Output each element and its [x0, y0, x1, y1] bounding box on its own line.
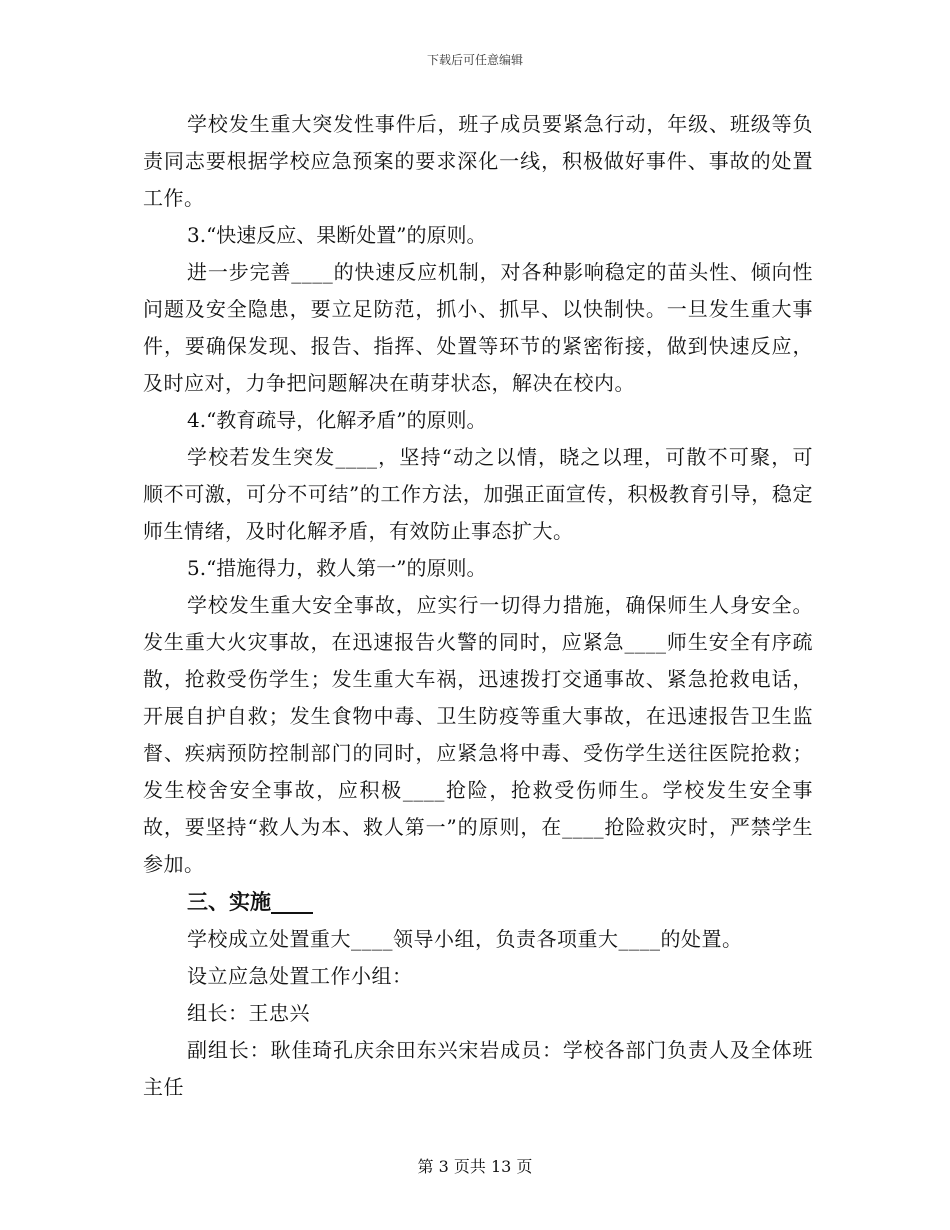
paragraph-deputy-leaders: 副组长：耿佳琦孔庆余田东兴宋岩成员：学校各部门负责人及全体班主任	[143, 1038, 813, 1099]
paragraph-group-leader: 组长：王忠兴	[187, 1001, 310, 1025]
document-body	[143, 106, 813, 1106]
page-footer: 第 3 页共 13 页	[417, 1157, 533, 1176]
paragraph-education-guidance: 学校若发生突发____，坚持“动之以情，晓之以理，可散不可聚，可顺不可激，可分不可结”的工作方法，加强正面宣传，积极教育引导，稳定师生情绪，及时化解矛盾，有效防止事态扩大。	[143, 445, 813, 543]
paragraph-quick-response: 进一步完善____的快速反应机制，对各种影响稳定的苗头性、倾向性问题及安全隐患，要立足防范，抓小、抓早、以快制快。一旦发生重大事件，要确保发现、报告、指挥、处置等环节的紧密衔接，做到快速反应，及时应对，力争把问题解决在萌芽状态，解决在校内。	[143, 260, 813, 395]
paragraph-response-action: 学校发生重大突发性事件后，班子成员要紧急行动，年级、班级等负责同志要根据学校应急预案的要求深化一线，积极做好事件、事故的处置工作。	[143, 112, 813, 210]
heading-principle-5: 5.“措施得力，救人第一”的原则。	[187, 556, 487, 580]
paragraph-leadership-group: 学校成立处置重大____领导小组，负责各项重大____的处置。	[187, 927, 743, 951]
paragraph-working-group: 设立应急处置工作小组：	[187, 964, 413, 988]
paragraph-rescue-first: 学校发生重大安全事故，应实行一切得力措施，确保师生人身安全。发生重大火灾事故，在迅速报告火警的同时，应紧急____师生安全有序疏散，抢救受伤学生；发生重大车祸，迅速拨打交通事故、紧急抢救电话，开展自护自救；发生食物中毒、卫生防疫等重大事故，在迅速报告卫生监督、疾病预防控制部门的同时，应紧急将中毒、受伤学生送往医院抢救；发生校舍安全事故，应积极____抢险，抢救受伤师生。学校发生安全事故，要坚持“救人为本、救人第一”的原则，在____抢险救灾时，严禁学生参加。	[143, 593, 813, 876]
heading-principle-3: 3.“快速反应、果断处置”的原则。	[187, 223, 487, 247]
section-heading-implementation: 三、实施____	[187, 890, 313, 914]
heading-principle-4: 4.“教育疏导，化解矛盾”的原则。	[187, 408, 487, 432]
page-header: 下载后可任意编辑	[426, 53, 523, 67]
